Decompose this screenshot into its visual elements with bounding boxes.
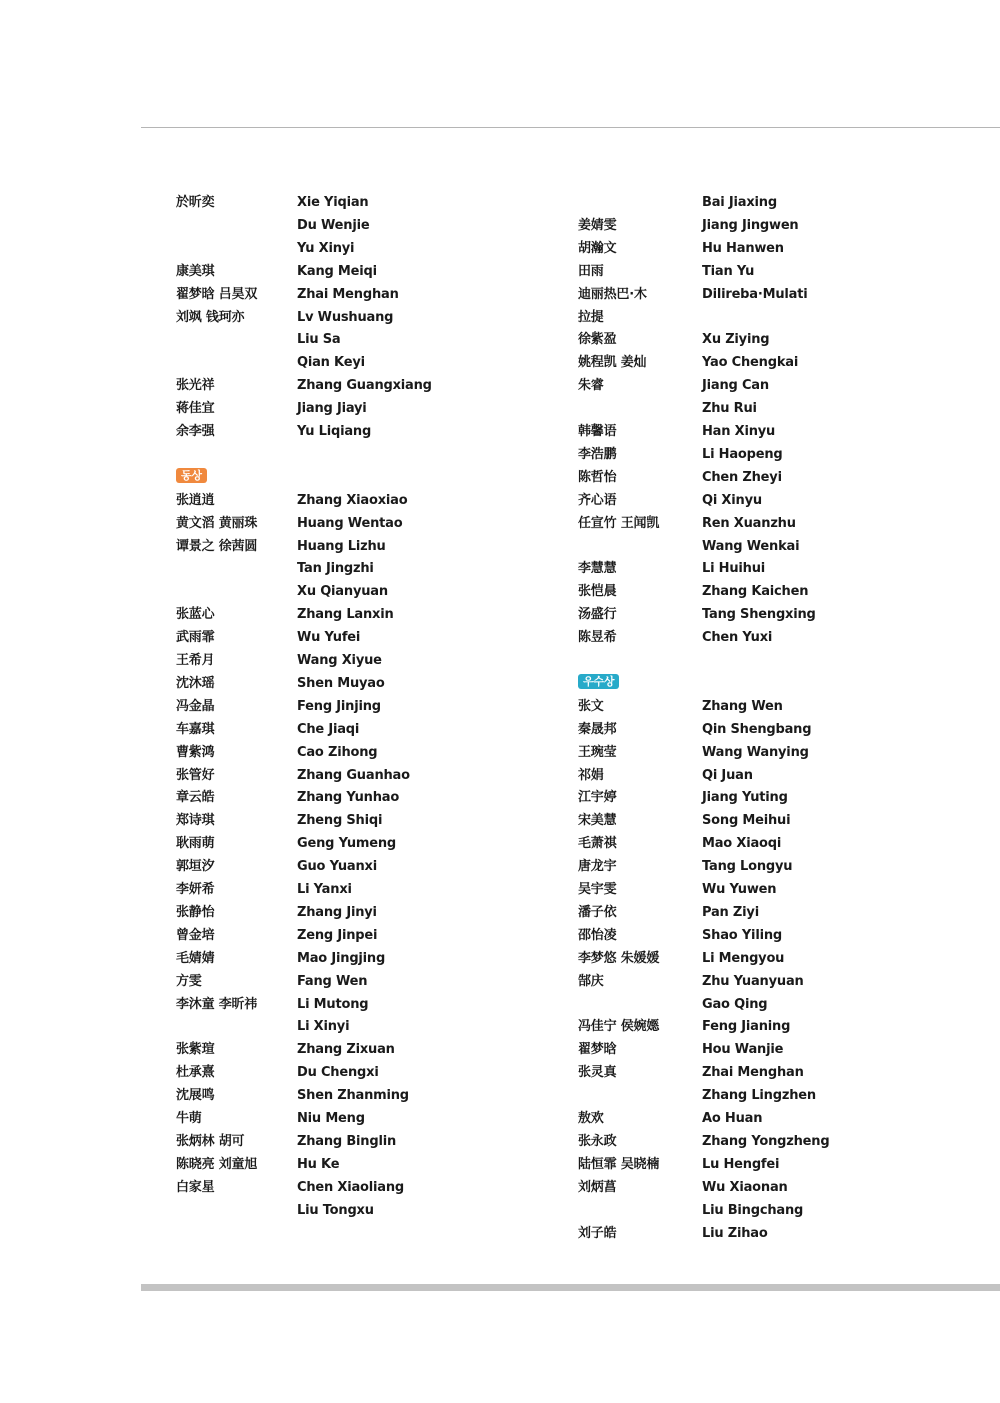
left-english-name-5: Zhai Menghan: [297, 286, 399, 302]
left-english-name-43: Liu Tongxu: [297, 1202, 374, 1218]
left-english-name-13: Huang Wentao: [297, 515, 403, 531]
right-english-name-42: Liu Bingchang: [702, 1202, 804, 1218]
right-korean-name-13: 任宣竹 王闻凯: [578, 515, 660, 531]
right-korean-name-20: 王琬莹: [578, 744, 617, 760]
left-english-name-23: Cao Zihong: [297, 744, 378, 760]
left-korean-name-7: 余李强: [176, 424, 215, 439]
right-english-name-28: Wu Yuwen: [702, 882, 777, 897]
left-english-name-38: Shen Zhanming: [297, 1088, 409, 1104]
left-korean-name-11: 张蓝心: [176, 607, 215, 623]
left-korean-name-16: 车嘉琪: [176, 721, 215, 737]
right-english-name-38: Ao Huan: [702, 1111, 763, 1126]
left-korean-name-5: 张光祥: [176, 378, 215, 394]
right-english-name-22: Wang Wanying: [702, 744, 809, 760]
left-english-name-28: Guo Yuanxi: [297, 859, 377, 875]
right-english-name-4: Tian Yu: [702, 263, 755, 279]
left-english-name-16: Xu Qianyuan: [297, 584, 388, 600]
right-english-name-34: Feng Jianing: [702, 1019, 791, 1035]
right-korean-name-16: 汤盛行: [578, 607, 617, 623]
left-korean-name-22: 郭垣汐: [176, 859, 215, 875]
silver-award-badge: [176, 468, 207, 484]
left-english-name-22: Che Jiaqi: [297, 721, 360, 737]
right-korean-name-9: 韩馨语: [578, 424, 617, 439]
left-korean-name-12: 武雨霏: [176, 630, 215, 646]
left-english-name-8: Qian Keyi: [297, 355, 365, 371]
right-korean-name-35: 张永政: [578, 1133, 617, 1149]
right-korean-name-3: 田雨: [578, 263, 604, 279]
right-korean-name-1: 姜婧雯: [578, 217, 617, 233]
right-english-name-43: Liu Zihao: [702, 1225, 768, 1241]
left-english-name-21: Feng Jinjing: [297, 698, 381, 714]
right-korean-name-11: 陈哲怡: [578, 469, 617, 485]
left-english-name-10: Jiang Jiayi: [297, 401, 367, 417]
right-korean-name-22: 江宇婷: [578, 790, 617, 806]
right-english-name-23: Qi Juan: [702, 767, 753, 783]
right-korean-name-7: 姚程凯 姜灿: [578, 355, 647, 371]
right-english-name-39: Zhang Yongzheng: [702, 1133, 830, 1149]
right-korean-name-17: 陈昱希: [578, 630, 617, 646]
left-korean-name-28: 李沐童 李昕祎: [176, 996, 258, 1012]
bottom-rule: [141, 1284, 1000, 1291]
right-korean-name-23: 宋美慧: [578, 813, 617, 829]
right-english-name-32: Zhu Yuanyuan: [702, 973, 804, 989]
left-korean-name-27: 方雯: [176, 973, 202, 989]
right-english-name-27: Tang Longyu: [702, 859, 793, 875]
right-english-name-7: Yao Chengkai: [702, 355, 799, 371]
left-korean-name-34: 陈晓亮 刘童旭: [176, 1156, 258, 1172]
right-english-name-31: Li Mengyou: [702, 950, 785, 966]
right-english-name-33: Gao Qing: [702, 996, 768, 1012]
right-english-name-26: Mao Xiaoqi: [702, 836, 782, 852]
left-korean-name-18: 张管好: [176, 767, 215, 783]
right-korean-name-36: 陆恒霏 吴晓楠: [578, 1156, 660, 1172]
left-korean-name-3: 翟梦晗 吕昊双: [176, 286, 258, 302]
left-english-name-14: Huang Lizhu: [297, 538, 386, 554]
right-english-name-40: Lu Hengfei: [702, 1156, 780, 1172]
left-english-name-37: Du Chengxi: [297, 1065, 379, 1081]
right-korean-name-18: 张文: [578, 698, 604, 714]
right-korean-name-4: 迪丽热巴·木: [578, 286, 647, 302]
right-english-name-10: Han Xinyu: [702, 424, 776, 439]
left-korean-name-13: 王希月: [176, 653, 215, 668]
right-korean-name-12: 齐心语: [578, 492, 617, 508]
left-korean-name-17: 曹紫鸿: [176, 744, 215, 760]
left-korean-name-33: 张炳林 胡可: [176, 1133, 245, 1149]
right-english-name-30: Shao Yiling: [702, 927, 782, 943]
right-korean-name-32: 翟梦晗: [578, 1042, 617, 1058]
right-korean-name-38: 刘子皓: [578, 1225, 617, 1241]
right-korean-name-31: 冯佳宁 侯婉嫕: [578, 1019, 660, 1035]
left-english-name-33: Fang Wen: [297, 973, 368, 989]
right-english-name-5: Dilireba·Mulati: [702, 286, 808, 302]
left-korean-name-26: 毛婧婧: [176, 950, 215, 966]
right-english-name-13: Qi Xinyu: [702, 492, 762, 508]
left-english-name-15: Tan Jingzhi: [297, 561, 374, 577]
right-korean-name-30: 郜庆: [578, 973, 604, 989]
left-korean-name-9: 黄文滔 黄丽珠: [176, 515, 258, 531]
right-english-name-8: Jiang Can: [702, 378, 769, 394]
right-english-name-19: Chen Yuxi: [702, 630, 773, 646]
right-korean-name-29: 李梦悠 朱媛媛: [578, 950, 660, 966]
right-korean-name-6: 徐紫盈: [578, 332, 617, 348]
left-korean-name-21: 耿雨萌: [176, 836, 215, 852]
right-english-name-20: Zhang Wen: [702, 698, 783, 714]
left-english-name-4: Kang Meiqi: [297, 263, 377, 279]
right-korean-name-2: 胡瀚文: [578, 240, 617, 256]
left-korean-name-14: 沈沐瑶: [176, 675, 215, 691]
left-english-name-18: Wu Yufei: [297, 630, 361, 646]
left-english-name-29: Li Yanxi: [297, 882, 352, 897]
left-korean-name-6: 蒋佳宜: [176, 401, 215, 417]
right-english-name-1: Bai Jiaxing: [702, 195, 777, 210]
right-english-name-17: Zhang Kaichen: [702, 584, 809, 600]
left-english-name-6: Lv Wushuang: [297, 309, 394, 325]
left-english-name-39: Niu Meng: [297, 1111, 365, 1126]
right-english-name-21: Qin Shengbang: [702, 721, 812, 737]
left-english-name-3: Yu Xinyi: [297, 240, 355, 256]
left-korean-name-24: 张静怡: [176, 904, 215, 920]
right-english-name-37: Zhang Lingzhen: [702, 1088, 816, 1104]
left-english-name-1: Xie Yiqian: [297, 195, 369, 210]
left-korean-name-31: 沈展鸣: [176, 1088, 215, 1104]
right-english-name-35: Hou Wanjie: [702, 1042, 784, 1058]
right-english-name-2: Jiang Jingwen: [702, 217, 799, 233]
excellence-award-badge-label: 우수상: [578, 674, 619, 689]
right-korean-name-5: 拉提: [578, 309, 604, 325]
right-korean-name-14: 李慧慧: [578, 561, 617, 577]
left-korean-name-10: 谭景之 徐茜圆: [176, 538, 258, 554]
left-korean-name-30: 杜承熹: [176, 1065, 215, 1081]
right-english-name-12: Chen Zheyi: [702, 469, 782, 485]
right-korean-name-28: 邵怡凌: [578, 927, 617, 943]
right-english-name-24: Jiang Yuting: [702, 790, 788, 806]
left-english-name-42: Chen Xiaoliang: [297, 1179, 405, 1195]
right-english-name-14: Ren Xuanzhu: [702, 515, 796, 531]
left-korean-name-1: 於昕奕: [176, 195, 215, 210]
right-english-name-3: Hu Hanwen: [702, 240, 784, 256]
left-english-name-7: Liu Sa: [297, 332, 341, 348]
right-english-name-11: Li Haopeng: [702, 446, 783, 462]
right-english-name-15: Wang Wenkai: [702, 538, 800, 554]
excellence-award-badge: [578, 674, 619, 690]
right-korean-name-10: 李浩鹏: [578, 446, 617, 462]
left-english-name-31: Zeng Jinpei: [297, 927, 378, 943]
left-english-name-11: Yu Liqiang: [297, 424, 372, 439]
left-english-name-9: Zhang Guangxiang: [297, 378, 432, 394]
right-korean-name-27: 潘子依: [578, 904, 617, 920]
right-english-name-25: Song Meihui: [702, 813, 791, 829]
left-english-name-35: Li Xinyi: [297, 1019, 350, 1035]
left-english-name-25: Zhang Yunhao: [297, 790, 400, 806]
right-english-name-36: Zhai Menghan: [702, 1065, 804, 1081]
left-english-name-27: Geng Yumeng: [297, 836, 397, 852]
right-korean-name-8: 朱睿: [578, 378, 604, 394]
left-english-name-36: Zhang Zixuan: [297, 1042, 395, 1058]
left-english-name-26: Zheng Shiqi: [297, 813, 383, 829]
left-english-name-20: Shen Muyao: [297, 675, 385, 691]
left-english-name-17: Zhang Lanxin: [297, 607, 394, 623]
left-english-name-40: Zhang Binglin: [297, 1133, 397, 1149]
left-korean-name-23: 李妍希: [176, 882, 215, 897]
left-english-name-24: Zhang Guanhao: [297, 767, 410, 783]
left-korean-name-25: 曾金培: [176, 927, 215, 943]
right-english-name-16: Li Huihui: [702, 561, 766, 577]
right-english-name-18: Tang Shengxing: [702, 607, 816, 623]
left-korean-name-35: 白家星: [176, 1179, 215, 1195]
right-korean-name-37: 刘炳菖: [578, 1179, 617, 1195]
right-english-name-9: Zhu Rui: [702, 401, 757, 417]
right-korean-name-34: 敖欢: [578, 1111, 604, 1126]
silver-award-badge-label: 동상: [176, 468, 207, 483]
left-korean-name-2: 康美琪: [176, 263, 215, 279]
left-english-name-19: Wang Xiyue: [297, 653, 382, 668]
right-english-name-41: Wu Xiaonan: [702, 1179, 788, 1195]
right-korean-name-33: 张灵真: [578, 1065, 617, 1081]
left-korean-name-15: 冯金晶: [176, 698, 215, 714]
right-korean-name-19: 秦晟邦: [578, 721, 617, 737]
right-korean-name-24: 毛萧祺: [578, 836, 617, 852]
right-korean-name-26: 吴宇雯: [578, 882, 617, 897]
left-korean-name-8: 张逍逍: [176, 492, 215, 508]
left-english-name-12: Zhang Xiaoxiao: [297, 492, 408, 508]
left-english-name-2: Du Wenjie: [297, 217, 370, 233]
left-english-name-34: Li Mutong: [297, 996, 369, 1012]
right-english-name-6: Xu Ziying: [702, 332, 770, 348]
left-korean-name-4: 刘飒 钱珂亦: [176, 309, 245, 325]
left-korean-name-32: 牛萌: [176, 1111, 202, 1126]
left-korean-name-29: 张紫瑄: [176, 1042, 215, 1058]
right-korean-name-15: 张恺晨: [578, 584, 617, 600]
left-english-name-41: Hu Ke: [297, 1156, 340, 1172]
left-english-name-30: Zhang Jinyi: [297, 904, 377, 920]
left-korean-name-19: 章云皓: [176, 790, 215, 806]
top-rule: [141, 127, 1000, 128]
right-korean-name-21: 祁娟: [578, 767, 604, 783]
left-english-name-32: Mao Jingjing: [297, 950, 386, 966]
right-korean-name-25: 唐龙宇: [578, 859, 617, 875]
right-english-name-29: Pan Ziyi: [702, 904, 759, 920]
left-korean-name-20: 郑诗琪: [176, 813, 215, 829]
